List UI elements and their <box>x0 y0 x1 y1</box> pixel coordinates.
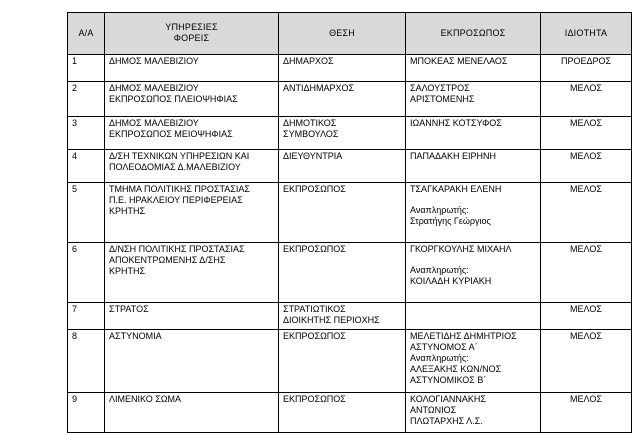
org-line: ΚΡΗΤΗΣ <box>109 266 146 276</box>
header-aa: Α/Α <box>68 13 105 55</box>
row-number: 5 <box>68 183 105 243</box>
cell-representative <box>406 183 541 243</box>
org-line: ΤΜΗΜΑ ΠΟΛΙΤΙΚΗΣ ΠΡΟΣΤΑΣΙΑΣ <box>109 184 250 194</box>
org-line: ΑΣΤΥΝΟΜΙΑ <box>109 331 162 341</box>
org-line: ΛΙΜΕΝΙΚΟ ΣΩΜΑ <box>109 394 182 404</box>
table-header-row <box>68 13 632 55</box>
header-representative: ΕΚΠΡΟΣΩΠΟΣ <box>406 13 541 55</box>
representative-line: ΑΣΤΥΝΟΜΙΚΟΣ Β΄ <box>410 375 487 385</box>
cell-role: ΜΕΛΟΣ <box>541 117 632 150</box>
table-row <box>68 150 632 183</box>
cell-position <box>279 243 406 303</box>
cell-representative <box>406 243 541 303</box>
row-number: 9 <box>68 393 105 433</box>
representative-line: ΚΟΛΟΓΙΑΝΝΑΚΗΣ <box>410 394 486 404</box>
table-row <box>68 303 632 330</box>
row-number: 7 <box>68 303 105 330</box>
header-organization <box>105 13 279 55</box>
alternate-label: Αναπληρωτής: <box>410 205 469 215</box>
cell-position <box>279 393 406 433</box>
representative-line: ΣΑΛΟΥΣΤΡΟΣ <box>410 83 470 93</box>
cell-position <box>279 183 406 243</box>
cell-position <box>279 82 406 117</box>
org-line: ΕΚΠΡΟΣΩΠΟΣ ΜΕΙΟΨΗΦΙΑΣ <box>109 129 233 139</box>
position-line: ΕΚΠΡΟΣΩΠΟΣ <box>283 244 346 254</box>
org-line: ΕΚΠΡΟΣΩΠΟΣ ΠΛΕΙΟΨΗΦΙΑΣ <box>109 94 238 104</box>
position-line: ΔΗΜΑΡΧΟΣ <box>283 56 334 66</box>
cell-role: ΜΕΛΟΣ <box>541 82 632 117</box>
cell-position <box>279 117 406 150</box>
table-row <box>68 393 632 433</box>
representative-line: ΑΛΕΞΑΚΗΣ ΚΩΝ/ΝΟΣ <box>410 364 502 374</box>
alternate-name: Στρατήγης Γεώργιος <box>410 216 491 226</box>
alternate-name: ΚΟΙΛΑΔΗ ΚΥΡΙΑΚΗ <box>410 276 492 286</box>
cell-organization <box>105 330 279 393</box>
org-line: ΔΗΜΟΣ ΜΑΛΕΒΙΖΙΟΥ <box>109 118 199 128</box>
cell-organization <box>105 82 279 117</box>
representative-line: ΜΠΟΚΕΑΣ ΜΕΝΕΛΑΟΣ <box>410 56 508 66</box>
cell-role: ΠΡΟΕΔΡΟΣ <box>541 55 632 82</box>
org-line: ΔΗΜΟΣ ΜΑΛΕΒΙΖΙΟΥ <box>109 83 199 93</box>
cell-role: ΜΕΛΟΣ <box>541 183 632 243</box>
cell-representative <box>406 150 541 183</box>
org-line: ΑΠΟΚΕΝΤΡΩΜΕΝΗΣ Δ/ΣΗΣ <box>109 255 226 265</box>
cell-representative <box>406 82 541 117</box>
representative-line: ΓΚΟΡΓΚΟΥΛΗΣ ΜΙΧΑΗΛ <box>410 244 512 254</box>
position-line: ΕΚΠΡΟΣΩΠΟΣ <box>283 394 346 404</box>
table-row <box>68 117 632 150</box>
cell-representative <box>406 303 541 330</box>
org-line: ΔΗΜΟΣ ΜΑΛΕΒΙΖΙΟΥ <box>109 56 199 66</box>
position-line: ΕΚΠΡΟΣΩΠΟΣ <box>283 184 346 194</box>
row-number: 3 <box>68 117 105 150</box>
representative-line: ΠΑΠΑΔΑΚΗ ΕΙΡΗΝΗ <box>410 151 497 161</box>
row-number: 1 <box>68 55 105 82</box>
org-line: ΣΤΡΑΤΟΣ <box>109 304 149 314</box>
table-row <box>68 82 632 117</box>
cell-organization <box>105 243 279 303</box>
cell-organization <box>105 117 279 150</box>
cell-organization <box>105 393 279 433</box>
header-role: ΙΔΙΟΤΗΤΑ <box>541 13 632 55</box>
position-line: ΣΥΜΒΟΥΛΟΣ <box>283 129 339 139</box>
position-line: ΔΙΕΥΘΥΝΤΡΙΑ <box>283 151 343 161</box>
row-number: 4 <box>68 150 105 183</box>
cell-position <box>279 55 406 82</box>
cell-position <box>279 150 406 183</box>
header-org-line1: ΥΠΗΡΕΣΙΕΣ <box>165 22 218 32</box>
position-line: ΣΤΡΑΤΙΩΤΙΚΟΣ <box>283 304 346 314</box>
cell-position <box>279 330 406 393</box>
position-line: ΔΙΟΙΚΗΤΗΣ ΠΕΡΙΟΧΗΣ <box>283 315 380 325</box>
representative-line: ΑΡΙΣΤΟΜΕΝΗΣ <box>410 94 475 104</box>
cell-organization <box>105 150 279 183</box>
table-row <box>68 243 632 303</box>
position-line: ΕΚΠΡΟΣΩΠΟΣ <box>283 331 346 341</box>
cell-organization <box>105 183 279 243</box>
cell-role: ΜΕΛΟΣ <box>541 243 632 303</box>
org-line: ΠΟΛΕΟΔΟΜΙΑΣ Δ.ΜΑΛΕΒΙΖΙΟΥ <box>109 162 241 172</box>
cell-representative <box>406 117 541 150</box>
org-line: Π.Ε. ΗΡΑΚΛΕΙΟΥ ΠΕΡΙΦΕΡΕΙΑΣ <box>109 195 243 205</box>
representative-line: ΜΕΛΕΤΙΔΗΣ ΔΗΜΗΤΡΙΟΣ <box>410 331 517 341</box>
representative-line: ΠΛΩΤΑΡΧΗΣ Λ.Σ. <box>410 416 483 426</box>
representative-line: ΑΝΤΩΝΙΟΣ <box>410 405 457 415</box>
cell-role: ΜΕΛΟΣ <box>541 330 632 393</box>
representative-line: ΑΣΤΥΝΟΜΟΣ Α΄ <box>410 342 478 352</box>
cell-role: ΜΕΛΟΣ <box>541 303 632 330</box>
cell-representative <box>406 330 541 393</box>
org-line: Δ/ΣΗ ΤΕΧΝΙΚΩΝ ΥΠΗΡΕΣΙΩΝ ΚΑΙ <box>109 151 250 161</box>
row-number: 2 <box>68 82 105 117</box>
cell-organization <box>105 55 279 82</box>
header-org-line2: ΦΟΡΕΙΣ <box>173 33 210 43</box>
row-number: 6 <box>68 243 105 303</box>
committee-table <box>67 12 632 433</box>
position-line: ΔΗΜΟΤΙΚΟΣ <box>283 118 337 128</box>
representative-line: ΙΩΑΝΝΗΣ ΚΟΤΣΥΦΟΣ <box>410 118 502 128</box>
position-line: ΑΝΤΙΔΗΜΑΡΧΟΣ <box>283 83 355 93</box>
org-line: Δ/ΝΣΗ ΠΟΛΙΤΙΚΗΣ ΠΡΟΣΤΑΣΙΑΣ <box>109 244 245 254</box>
table-row <box>68 55 632 82</box>
cell-role: ΜΕΛΟΣ <box>541 393 632 433</box>
table-row <box>68 183 632 243</box>
representative-line: ΤΣΑΓΚΑΡΑΚΗ ΕΛΕΝΗ <box>410 184 502 194</box>
cell-position <box>279 303 406 330</box>
cell-organization <box>105 303 279 330</box>
alternate-label: Αναπληρωτής: <box>410 265 469 275</box>
representative-line: Αναπληρωτής: <box>410 353 469 363</box>
cell-representative <box>406 393 541 433</box>
cell-role: ΜΕΛΟΣ <box>541 150 632 183</box>
org-line: ΚΡΗΤΗΣ <box>109 206 146 216</box>
row-number: 8 <box>68 330 105 393</box>
cell-representative <box>406 55 541 82</box>
table-row <box>68 330 632 393</box>
header-position: ΘΕΣΗ <box>279 13 406 55</box>
